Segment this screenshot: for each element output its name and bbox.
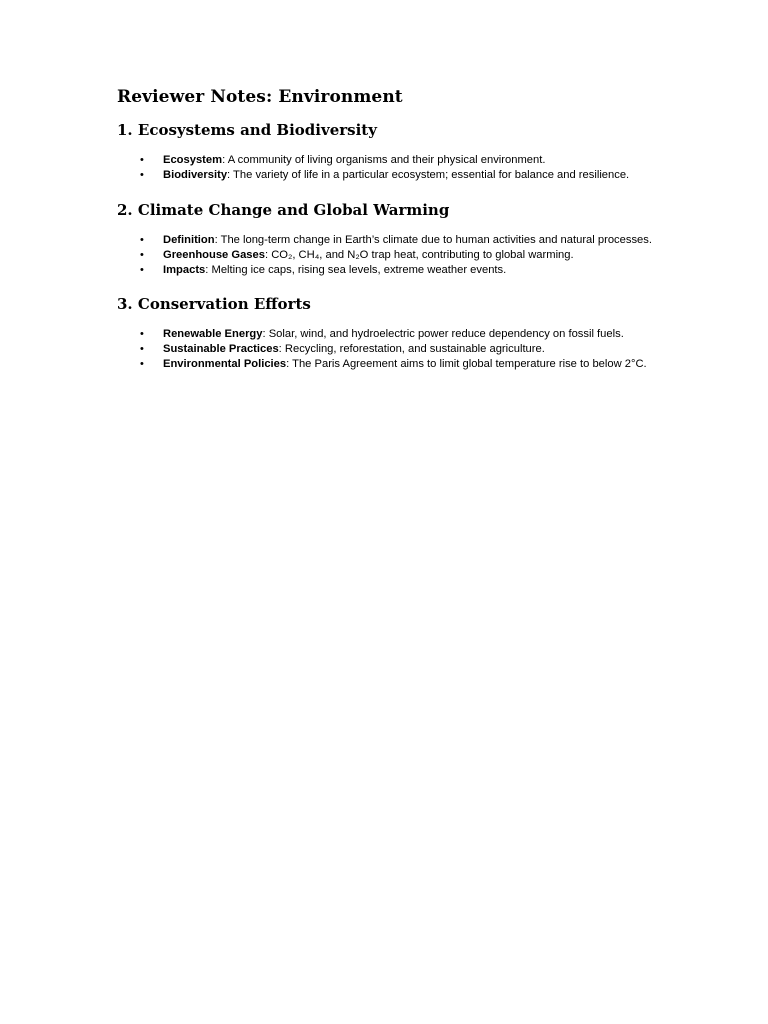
bullet-icon: • [140,328,144,340]
term-label: Renewable Energy [163,328,263,340]
section-heading-conservation: 3. Conservation Efforts [117,295,311,313]
section-list-climate-change [117,233,657,278]
list-item [117,357,657,372]
section-heading-ecosystems: 1. Ecosystems and Biodiversity [117,121,377,139]
term-definition: : Solar, wind, and hydroelectric power reduce dependency on fossil fuels. [262,328,624,340]
term-definition: : A community of living organisms and their physical environment. [222,154,546,166]
term-label: Environmental Policies [163,358,287,370]
bullet-icon: • [140,264,144,276]
bullet-icon: • [140,343,144,355]
term-label: Sustainable Practices [163,343,279,355]
list-item [117,153,657,168]
term-definition: : The variety of life in a particular ecosystem; essential for balance and resilience. [227,169,630,181]
term-definition: : CO₂, CH₄, and N₂O trap heat, contributing to global warming. [264,249,574,261]
term-label: Definition [163,234,215,246]
bullet-icon: • [140,358,144,370]
term-label: Impacts [163,264,206,276]
term-definition: : Melting ice caps, rising sea levels, extreme weather events. [205,264,507,276]
list-item [117,248,657,263]
term-definition: : The Paris Agreement aims to limit global temperature rise to below 2°C. [286,358,647,370]
term-label: Ecosystem [163,154,223,166]
bullet-icon: • [140,234,144,246]
term-label: Greenhouse Gases [163,249,265,261]
section-list-conservation [117,327,657,372]
list-item [117,263,657,278]
document-page [117,85,657,372]
document-title: Reviewer Notes: Environment [117,87,403,107]
list-item [117,342,657,357]
bullet-icon: • [140,154,144,166]
list-item [117,233,657,248]
section-list-ecosystems [117,153,657,183]
list-item [117,327,657,342]
section-heading-climate-change: 2. Climate Change and Global Warming [117,201,450,219]
term-label: Biodiversity [163,169,228,181]
term-definition: : Recycling, reforestation, and sustainable agriculture. [278,343,545,355]
list-item [117,168,657,183]
bullet-icon: • [140,169,144,181]
bullet-icon: • [140,249,144,261]
term-definition: : The long-term change in Earth’s climate due to human activities and natural processes. [214,234,652,246]
